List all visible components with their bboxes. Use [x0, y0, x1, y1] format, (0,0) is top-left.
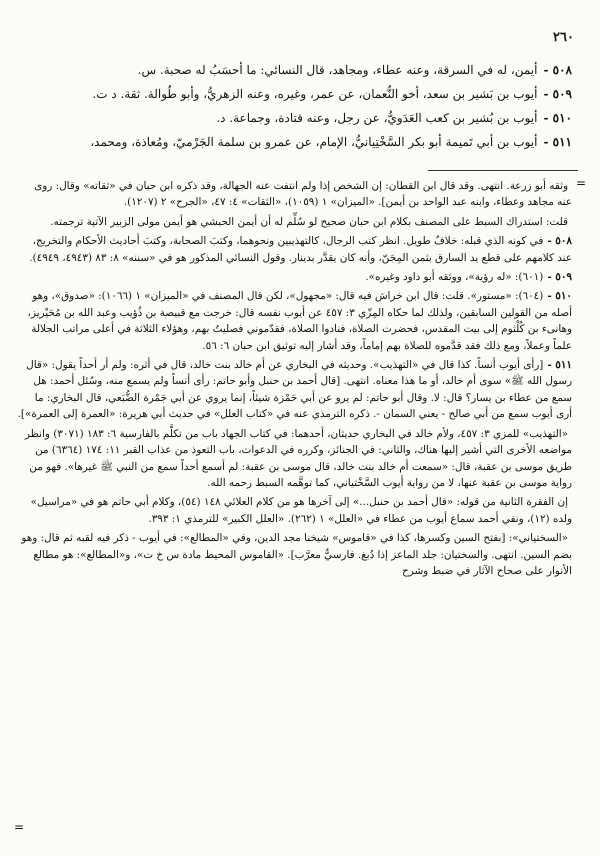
- footnote-text: قلت: استدراك السبط على المصنف بكلام ابن حبان صحيح لو سُلِّم له أن أيمن الحبشي هو أيمن مولى الزبير الآتية ترجمته.: [50, 215, 568, 228]
- footnote-text: (٦٠٤): «مستور». قلت: قال ابن خراش فيه قال: «مجهول»، لكن قال المصنف في «الميزان» ١ (١٠٦٦): «صدوق»، وهو أصله من القولين السابقين، ولذلك لما حكاه المِزّي ٣: ٤٥٧ عن أيوب نفسه قال: خرجت مع قبيصة بن ذُؤيب وعبد الله بن مُحَيْريز، وهانىء بن كُلْثوم إلى بيت المقدس، فحضرت الصلاة، فنادوا الصلاة، فقدّموني فصليتُ بهم، وهؤلاء الثلاثة في أعلى مراتب الجلالة علماً وعملاً، ومع ذلك فقد قدَّموه للصلاة بهم إماماً، وقد أشار إليه توثيق ابن حبان ٦: ٥٦.: [27, 290, 572, 352]
- entry-number: ٥٠٨ -: [543, 63, 572, 77]
- footnote-text: [رأى أيوب أنساً. كذا قال في «التهذيب». وحديثه في البخاري عن أم خالد بنت خالد، قال في أثره: ولم أر أحداً يقول: «قال رسول الله ﷺ» سوى أم خالد، أو ما هذا معناه. انتهى. [قال أحمد بن حنبل وأبو حاتم: رأى أنساً ولم يسمع منه، وسُئل أحمد: هل سمع من عطاء بن يسار؟ قال: لا. وقال أبو حاتم: لم يرو عن أبي حَمْزة شيئاً، إنما يروي عن أبي جَمْرة الضُّبَعي، قال البخاري: ما أرى أيوب سمع من أبي صالح - يعني السمان -. ذكره الترمذي عنه في «كتاب العلل» في حديث أبي هريرة: «العمرة إلى العمرة»].: [17, 359, 572, 421]
- footnote-number: ٥٠٨ -: [547, 235, 572, 248]
- entry-510: [22, 106, 572, 130]
- footnote: [16, 214, 572, 230]
- entry-text: أيوب بن بُشير بن كعب العَدَويُّ، عن رجل، وعنه قتادة، وجماعة. د.: [216, 111, 538, 125]
- entry-text: أيمن، له في السرقة، وعنه عطاء، ومجاهد، قال النسائي: ما أحسَبُ له صحبة. س.: [137, 63, 538, 77]
- footnote-text: (٦٠١): «له رؤية»، ووثقه أبو داود وغيره».: [365, 271, 544, 284]
- entry-text: أيوب بن بَشير بن سعد، أخو النُّعمان، عن عمر، وغيره، وعنه الزهريُّ، وأبو طُوالة. ثقة. د ت.: [92, 87, 538, 101]
- footnote: [16, 494, 572, 527]
- footnote-text: في كونه الذي قبله: خلافٌ طويل. انظر كتب الرجال، كالتهذيبين ونحوهما، وكتبَ الصحابة، وكتبَ أحاديث الأحكام والتخريج، عند كلامهم على قطع يد السارق بثمن المِجَنّ، وأنه كان يقدَّر بدينار. وقول النسائي المذكور هو في «سننه» ٨: ٨٣ (٤٩٤٣، ٤٩٤٩).: [29, 235, 572, 264]
- footnote: [16, 269, 572, 285]
- footnote-number: ٥٠٩ -: [547, 271, 572, 284]
- entry-511: [22, 130, 572, 154]
- entry-number: ٥١٠ -: [543, 111, 572, 125]
- page-number: ٢٦٠: [553, 30, 574, 45]
- footnote: [16, 530, 572, 579]
- entry-number: ٥٠٩ -: [543, 87, 572, 101]
- entry-text: أيوب بن أبي تَميمة أبو بكر السَّخْتِيانيُّ، الإمام، عن عمرو بن سلمة الجَرْميّ، ومُعاذة، ومحمد،: [90, 135, 538, 149]
- footnote-text: «السختياني»: [بفتح السين وكسرها، كذا في «قاموس» شيخنا مجد الدين، وفي «المطالع»: في أيوب - ذكر فيه لقبه ثم قال: وهو بضم السين. انتهى. والسختيان: جلد الماعز إذا دُبغ. فارسيٌّ معرَّب]. «القاموس المحيط مادة س خ ت»، و«المطالع»: هو مطالع الأنوار على صحاح الآثار في ضبط وشرح: [21, 532, 572, 577]
- footnote: [16, 288, 572, 354]
- footnote: [16, 178, 572, 211]
- footnote: [16, 233, 572, 266]
- continuation-mark: =: [14, 820, 25, 834]
- footnote: [16, 426, 572, 492]
- footnote-divider: [428, 170, 578, 171]
- footnote-number: ٥١١ -: [547, 359, 572, 372]
- continuation-mark: =: [575, 176, 586, 190]
- footnote-text: إن الفقرة الثانية من قوله: «قال أحمد بن حنبل...» إلى آخرها هو من كلام العلائي ١٤٨ (٥٤)، وكلام أبي حاتم هو في «مراسيل» ولده (١٢)، ونفي أحمد سماع أيوب من عطاء في «العلل» ١ (٢٦٢). «العلل الكبير» للترمذي ١: ٣٩٣.: [30, 496, 572, 525]
- footnotes: [16, 178, 572, 582]
- entry-509: [22, 82, 572, 106]
- entry-number: ٥١١ -: [543, 135, 572, 149]
- main-entries: [22, 58, 572, 154]
- footnote-text: «التهذيب» للمزي ٣: ٤٥٧، ولأم خالد في البخاري حديثان، أحدهما: في كتاب الجهاد باب من تكلَّم بالفارسية ٦: ١٨٣ (٣٠٧١) وانظر مواضعه الأخرى التي أشير إليها هناك، والثاني: في الجنائز، وكرره في الدعوات، باب التعوذ من عذاب القبر ١١: ١٧٤ (٦٣٦٤) من طريق موسى بن عقبة، قال: «سمعت أم خالد بنت خالد، قال موسى بن عقبة: لم أسمع أحداً سمع من النبي ﷺ غيرها». فهو من رواية موسى بن عقبة عنها، لا من رواية أيوب السَّخْتياني، كما توهَّمه السبط رحمه الله.: [24, 427, 572, 489]
- footnote-text: وثقه أبو زرعة. انتهى. وقد قال ابن القطان: إن الشخص إذا ولم انتفت عنه الجهالة، وقد ذكره ابن حبان في «ثقاته» وقال: روى عنه مجاهد وعطاء، وابنه عبد الواحد بن أيمن]. «الميزان» ١ (١٠٥٩)، «الثقات» ٤: ٤٧، «الجرح» ٢ (١٢٠٧).: [34, 180, 572, 209]
- footnote-number: ٥١٠ -: [547, 290, 572, 303]
- entry-508: [22, 58, 572, 82]
- footnote: [16, 357, 572, 423]
